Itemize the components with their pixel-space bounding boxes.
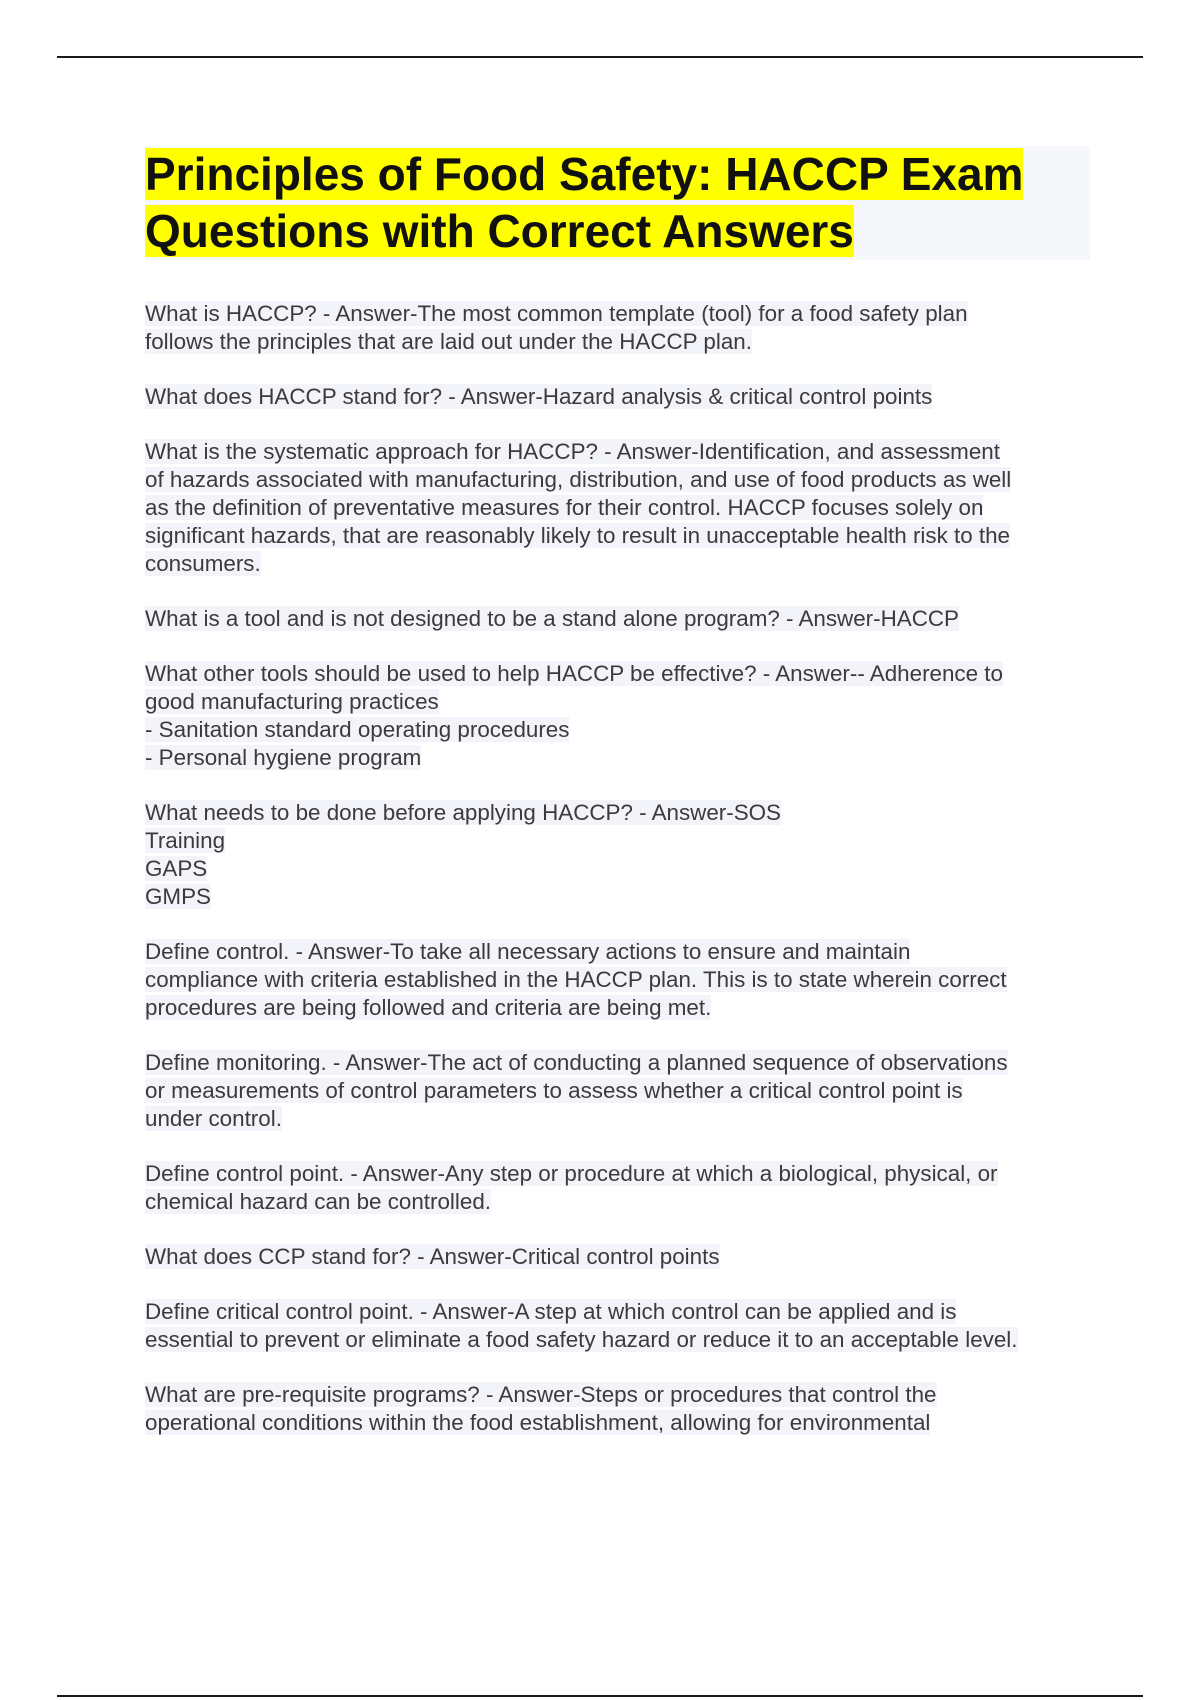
- qa-entry-text: What needs to be done before applying HACCP? - Answer-SOS: [145, 800, 781, 825]
- qa-entry-line: [145, 688, 1095, 716]
- qa-entry-text: significant hazards, that are reasonably likely to result in unacceptable health risk to the: [145, 523, 1011, 548]
- qa-entry: [145, 1160, 1095, 1216]
- top-rule: [57, 56, 1143, 58]
- qa-entry-line: [145, 1077, 1095, 1105]
- qa-entry: [145, 1298, 1095, 1354]
- qa-entry-line: [145, 1326, 1095, 1354]
- qa-entry: [145, 438, 1095, 578]
- qa-entry-text: as the definition of preventative measures for their control. HACCP focuses solely on: [145, 495, 984, 520]
- qa-entry-text: under control.: [145, 1106, 282, 1131]
- qa-entry-text: What is a tool and is not designed to be a stand alone program? - Answer-HACCP: [145, 606, 959, 631]
- qa-entry-line: [145, 328, 1095, 356]
- qa-entry-text: essential to prevent or eliminate a food safety hazard or reduce it to an acceptable level.: [145, 1327, 1018, 1352]
- qa-entry: [145, 938, 1095, 1022]
- qa-entry: [145, 1243, 1095, 1271]
- qa-entry: [145, 799, 1095, 911]
- title-line: Principles of Food Safety: HACCP Exam: [145, 148, 1024, 200]
- qa-entry-text: What is HACCP? - Answer-The most common template (tool) for a food safety plan: [145, 301, 968, 326]
- qa-entry-text: compliance with criteria established in the HACCP plan. This is to state wherein correct: [145, 967, 1007, 992]
- qa-entry-line: [145, 1160, 1095, 1188]
- qa-entry-line: [145, 300, 1095, 328]
- qa-entry-line: [145, 994, 1095, 1022]
- qa-entry-line: [145, 1409, 1095, 1437]
- qa-list: [145, 300, 1095, 1464]
- qa-entry: [145, 660, 1095, 772]
- qa-entry-text: Define monitoring. - Answer-The act of conducting a planned sequence of observations: [145, 1050, 1008, 1075]
- qa-entry-text: What is the systematic approach for HACCP? - Answer-Identification, and assessment: [145, 439, 1000, 464]
- qa-entry-line: [145, 799, 1095, 827]
- qa-entry-line: [145, 494, 1095, 522]
- qa-entry-line: [145, 522, 1095, 550]
- qa-entry-text: Define critical control point. - Answer-A step at which control can be applied and is: [145, 1299, 957, 1324]
- qa-entry-line: [145, 660, 1095, 688]
- qa-entry-line: [145, 966, 1095, 994]
- qa-entry-line: [145, 1243, 1095, 1271]
- qa-entry-text: Define control point. - Answer-Any step or procedure at which a biological, physical, or: [145, 1161, 998, 1186]
- qa-entry-text: - Personal hygiene program: [145, 745, 422, 770]
- qa-entry-line: [145, 1049, 1095, 1077]
- qa-entry-line: [145, 716, 1095, 744]
- qa-entry-text: GAPS: [145, 856, 208, 881]
- qa-entry: [145, 1049, 1095, 1133]
- qa-entry-text: procedures are being followed and criteria are being met.: [145, 995, 712, 1020]
- qa-entry-line: [145, 1381, 1095, 1409]
- qa-entry-text: - Sanitation standard operating procedures: [145, 717, 570, 742]
- qa-entry: [145, 605, 1095, 633]
- qa-entry-text: GMPS: [145, 884, 211, 909]
- qa-entry-text: chemical hazard can be controlled.: [145, 1189, 492, 1214]
- qa-entry-line: [145, 855, 1095, 883]
- qa-entry-text: What other tools should be used to help HACCP be effective? - Answer-- Adherence to: [145, 661, 1003, 686]
- qa-entry-text: or measurements of control parameters to assess whether a critical control point is: [145, 1078, 963, 1103]
- qa-entry: [145, 300, 1095, 356]
- bottom-rule: [57, 1695, 1143, 1697]
- qa-entry-text: good manufacturing practices: [145, 689, 439, 714]
- qa-entry-text: What does CCP stand for? - Answer-Critical control points: [145, 1244, 720, 1269]
- qa-entry-text: operational conditions within the food establishment, allowing for environmental: [145, 1410, 931, 1435]
- title-line: Questions with Correct Answers: [145, 205, 854, 257]
- qa-entry-text: of hazards associated with manufacturing, distribution, and use of food products as well: [145, 467, 1012, 492]
- document-title: [145, 146, 1090, 260]
- qa-entry-line: [145, 1188, 1095, 1216]
- qa-entry-text: Define control. - Answer-To take all necessary actions to ensure and maintain: [145, 939, 911, 964]
- qa-entry-line: [145, 383, 1095, 411]
- qa-entry-line: [145, 550, 1095, 578]
- qa-entry-line: [145, 744, 1095, 772]
- qa-entry-text: What are pre-requisite programs? - Answer-Steps or procedures that control the: [145, 1382, 937, 1407]
- qa-entry-line: [145, 1298, 1095, 1326]
- qa-entry-text: Training: [145, 828, 226, 853]
- qa-entry-line: [145, 605, 1095, 633]
- qa-entry-line: [145, 883, 1095, 911]
- qa-entry-line: [145, 466, 1095, 494]
- qa-entry-line: [145, 938, 1095, 966]
- qa-entry: [145, 1381, 1095, 1437]
- qa-entry-text: What does HACCP stand for? - Answer-Hazard analysis & critical control points: [145, 384, 933, 409]
- qa-entry-line: [145, 827, 1095, 855]
- qa-entry-text: consumers.: [145, 551, 261, 576]
- qa-entry: [145, 383, 1095, 411]
- qa-entry-line: [145, 438, 1095, 466]
- qa-entry-line: [145, 1105, 1095, 1133]
- qa-entry-text: follows the principles that are laid out under the HACCP plan.: [145, 329, 752, 354]
